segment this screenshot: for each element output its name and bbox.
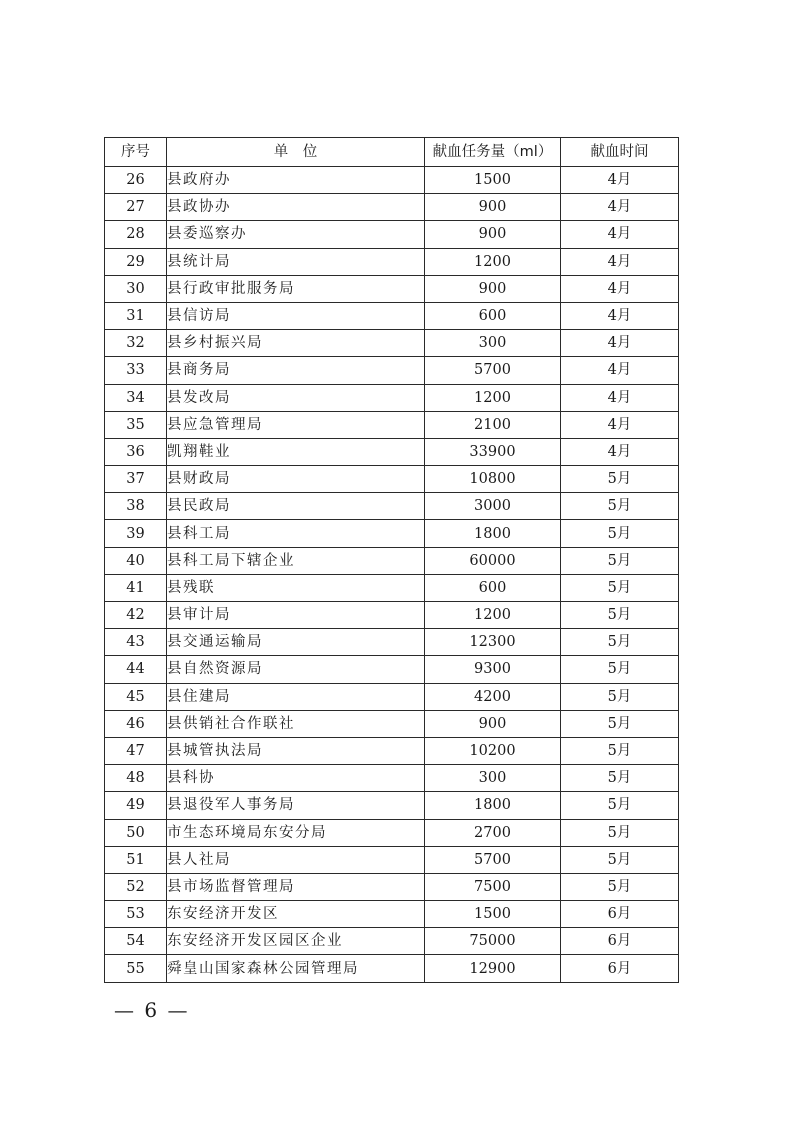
header-amount: 献血任务量（ml） [425,138,561,167]
row-time-cell: 4月 [561,384,679,411]
row-unit-cell: 凯翔鞋业 [167,438,425,465]
row-time-cell: 4月 [561,438,679,465]
row-amount-cell: 2100 [425,411,561,438]
row-amount-cell: 2700 [425,819,561,846]
row-amount-cell: 900 [425,275,561,302]
row-no-cell: 33 [105,357,167,384]
table-row [105,357,679,384]
table-row [105,792,679,819]
row-unit-cell: 县行政审批服务局 [167,275,425,302]
row-time-cell: 5月 [561,737,679,764]
row-no-cell: 45 [105,683,167,710]
row-no-cell: 35 [105,411,167,438]
row-no-cell: 32 [105,330,167,357]
row-time-cell: 5月 [561,574,679,601]
row-unit-cell: 县应急管理局 [167,411,425,438]
row-time-cell: 5月 [561,819,679,846]
row-unit-cell: 县交通运输局 [167,629,425,656]
table-row [105,819,679,846]
row-no-cell: 41 [105,574,167,601]
row-no-cell: 28 [105,221,167,248]
row-no-cell: 29 [105,248,167,275]
row-unit-cell: 县审计局 [167,602,425,629]
row-unit-cell: 县人社局 [167,846,425,873]
row-no-cell: 55 [105,955,167,982]
row-amount-cell: 12900 [425,955,561,982]
row-amount-cell: 300 [425,765,561,792]
row-amount-cell: 900 [425,194,561,221]
row-time-cell: 5月 [561,873,679,900]
row-time-cell: 5月 [561,683,679,710]
table-row [105,221,679,248]
table-row [105,438,679,465]
row-time-cell: 5月 [561,765,679,792]
row-unit-cell: 县残联 [167,574,425,601]
table-row [105,194,679,221]
row-amount-cell: 75000 [425,928,561,955]
row-amount-cell: 1200 [425,248,561,275]
row-time-cell: 5月 [561,520,679,547]
table-row [105,411,679,438]
row-amount-cell: 9300 [425,656,561,683]
row-no-cell: 42 [105,602,167,629]
row-amount-cell: 10800 [425,466,561,493]
table-header-row [105,138,679,167]
row-unit-cell: 县自然资源局 [167,656,425,683]
table-row [105,167,679,194]
row-no-cell: 30 [105,275,167,302]
table-row [105,846,679,873]
row-time-cell: 5月 [561,710,679,737]
row-no-cell: 54 [105,928,167,955]
row-unit-cell: 市生态环境局东安分局 [167,819,425,846]
header-unit: 单 位 [167,138,425,167]
row-no-cell: 48 [105,765,167,792]
row-unit-cell: 东安经济开发区 [167,901,425,928]
table-row [105,493,679,520]
row-no-cell: 50 [105,819,167,846]
row-time-cell: 4月 [561,302,679,329]
table-row [105,275,679,302]
table-row [105,547,679,574]
table-row [105,873,679,900]
row-unit-cell: 舜皇山国家森林公园管理局 [167,955,425,982]
row-no-cell: 38 [105,493,167,520]
row-unit-cell: 县科工局下辖企业 [167,547,425,574]
row-no-cell: 51 [105,846,167,873]
row-amount-cell: 7500 [425,873,561,900]
row-no-cell: 34 [105,384,167,411]
row-time-cell: 4月 [561,357,679,384]
row-time-cell: 4月 [561,275,679,302]
table-row [105,302,679,329]
row-time-cell: 5月 [561,656,679,683]
table-row [105,330,679,357]
table-row [105,737,679,764]
row-no-cell: 47 [105,737,167,764]
row-amount-cell: 1500 [425,901,561,928]
table-row [105,683,679,710]
row-amount-cell: 5700 [425,846,561,873]
row-amount-cell: 1800 [425,520,561,547]
table-row [105,765,679,792]
row-time-cell: 5月 [561,629,679,656]
row-no-cell: 39 [105,520,167,547]
row-unit-cell: 县信访局 [167,302,425,329]
page-number: — 6 — [114,998,190,1022]
row-time-cell: 5月 [561,846,679,873]
row-unit-cell: 县委巡察办 [167,221,425,248]
row-amount-cell: 300 [425,330,561,357]
table-row [105,466,679,493]
row-unit-cell: 县商务局 [167,357,425,384]
row-unit-cell: 县退役军人事务局 [167,792,425,819]
row-amount-cell: 1800 [425,792,561,819]
row-unit-cell: 县科工局 [167,520,425,547]
row-no-cell: 52 [105,873,167,900]
row-no-cell: 37 [105,466,167,493]
row-amount-cell: 1200 [425,602,561,629]
row-time-cell: 6月 [561,928,679,955]
header-no: 序号 [105,138,167,167]
table-row [105,901,679,928]
table-row [105,629,679,656]
row-time-cell: 5月 [561,792,679,819]
row-unit-cell: 东安经济开发区园区企业 [167,928,425,955]
row-unit-cell: 县政府办 [167,167,425,194]
row-unit-cell: 县住建局 [167,683,425,710]
row-time-cell: 4月 [561,194,679,221]
row-unit-cell: 县供销社合作联社 [167,710,425,737]
row-amount-cell: 600 [425,302,561,329]
row-amount-cell: 600 [425,574,561,601]
row-unit-cell: 县城管执法局 [167,737,425,764]
row-unit-cell: 县财政局 [167,466,425,493]
table-body [105,167,679,983]
row-no-cell: 46 [105,710,167,737]
table-row [105,955,679,982]
row-no-cell: 53 [105,901,167,928]
row-no-cell: 49 [105,792,167,819]
row-no-cell: 44 [105,656,167,683]
row-amount-cell: 900 [425,710,561,737]
row-no-cell: 40 [105,547,167,574]
row-unit-cell: 县市场监督管理局 [167,873,425,900]
row-amount-cell: 3000 [425,493,561,520]
row-time-cell: 5月 [561,466,679,493]
row-time-cell: 4月 [561,221,679,248]
row-unit-cell: 县民政局 [167,493,425,520]
row-time-cell: 4月 [561,411,679,438]
row-amount-cell: 60000 [425,547,561,574]
row-time-cell: 4月 [561,248,679,275]
header-time: 献血时间 [561,138,679,167]
row-time-cell: 5月 [561,547,679,574]
row-amount-cell: 900 [425,221,561,248]
row-time-cell: 6月 [561,901,679,928]
table-row [105,602,679,629]
row-unit-cell: 县科协 [167,765,425,792]
row-no-cell: 43 [105,629,167,656]
table-row [105,656,679,683]
row-no-cell: 31 [105,302,167,329]
row-amount-cell: 4200 [425,683,561,710]
row-time-cell: 5月 [561,493,679,520]
blood-donation-table [104,137,679,983]
row-no-cell: 27 [105,194,167,221]
row-time-cell: 4月 [561,330,679,357]
table-row [105,384,679,411]
table-row [105,248,679,275]
table-row [105,574,679,601]
table-row [105,928,679,955]
row-amount-cell: 10200 [425,737,561,764]
row-amount-cell: 1500 [425,167,561,194]
row-unit-cell: 县政协办 [167,194,425,221]
row-unit-cell: 县发改局 [167,384,425,411]
row-amount-cell: 5700 [425,357,561,384]
row-amount-cell: 12300 [425,629,561,656]
row-time-cell: 5月 [561,602,679,629]
row-unit-cell: 县乡村振兴局 [167,330,425,357]
row-time-cell: 6月 [561,955,679,982]
row-amount-cell: 33900 [425,438,561,465]
row-no-cell: 36 [105,438,167,465]
row-no-cell: 26 [105,167,167,194]
table-row [105,710,679,737]
row-amount-cell: 1200 [425,384,561,411]
row-time-cell: 4月 [561,167,679,194]
table-row [105,520,679,547]
row-unit-cell: 县统计局 [167,248,425,275]
